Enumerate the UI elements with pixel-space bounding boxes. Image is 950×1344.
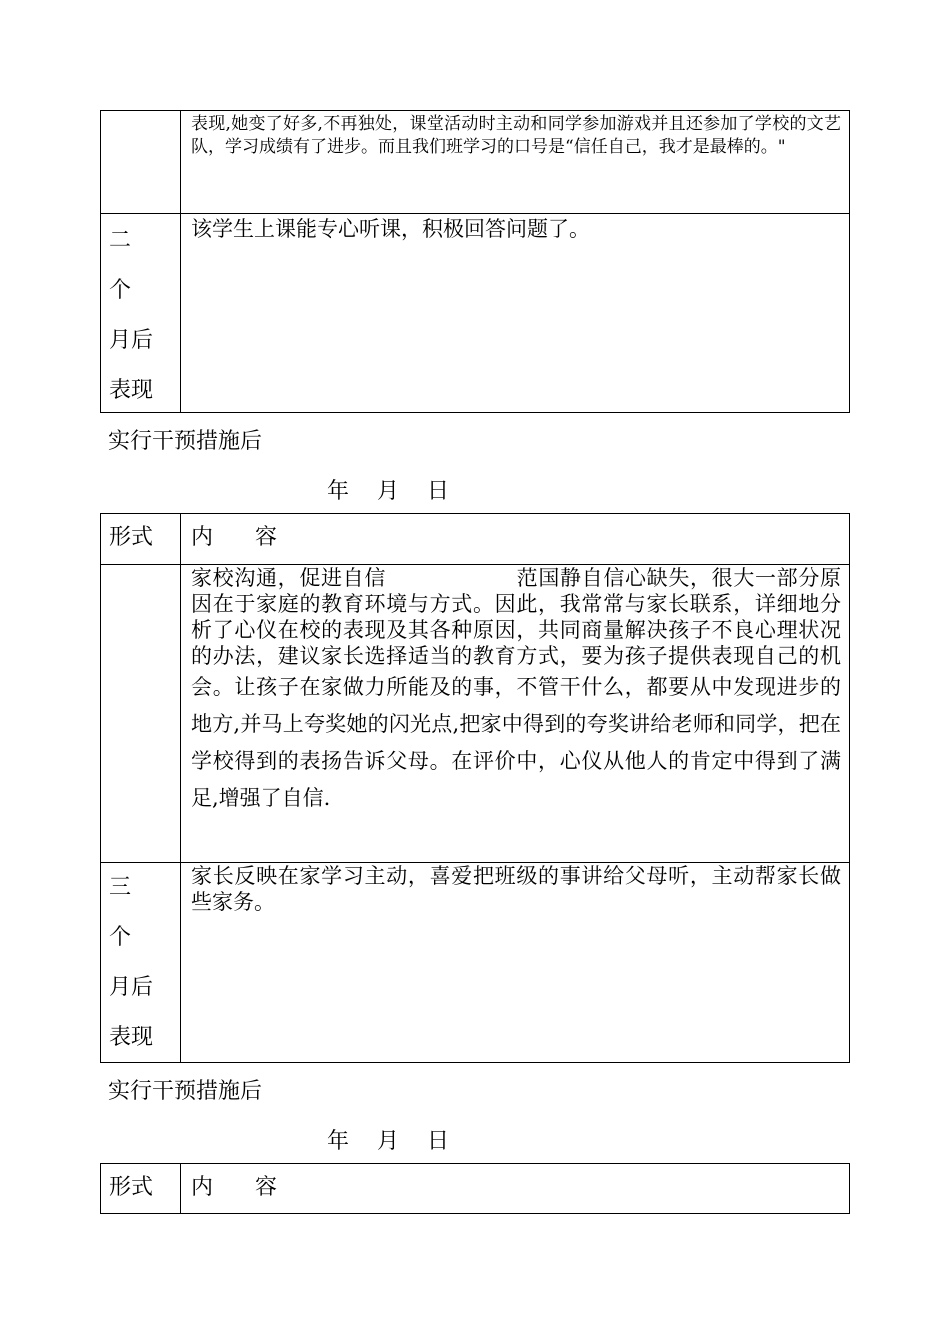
table-2 (100, 513, 850, 1063)
row-label-line: 表现 (109, 1025, 154, 1050)
table-header-row (101, 514, 849, 564)
table-row (101, 564, 849, 862)
row-label-line: 二个 (109, 228, 146, 303)
content-body: 范国静自信心缺失，很大一部分原因在于家庭的教育环境与方式。因此，我常常与家长联系，详细地分析了心仪在校的表现及其各种原因，共同商量解决孩子不良心理状况的办法，建议家长选择适当的教育方式，要为孩子提供表现自己的机会。 (191, 566, 841, 699)
row-content-cell (181, 565, 849, 862)
table-row (101, 111, 849, 213)
row-label-cell (101, 111, 181, 213)
header-content-label: 内 容 (191, 525, 277, 550)
table-3 (100, 1163, 850, 1214)
header-cell-content (181, 514, 849, 564)
row-label-line: 月后 (109, 975, 154, 1000)
row-label-cell (101, 863, 181, 1062)
row-label-line: 月后 (109, 328, 154, 353)
section-title: 实行干预措施后 (108, 1079, 263, 1104)
row-content-text: 家长反映在家学习主动，喜爱把班级的事讲给父母听，主动帮家长做些家务。 (191, 864, 841, 914)
date-line: 年 月 日 (327, 1129, 449, 1154)
row-content-cell (181, 863, 849, 1062)
content-body-2: 让孩子在家做力所能及的事，不管干什么，都要从中发现进步的地方,并马上夸奖她的闪光点,把家中得到的夸奖讲给老师和同学，把在学校得到的表扬告诉父母。在评价中，心仪从他人的肯定中得到了满足,增强了自信. (191, 675, 842, 810)
row-content-text: 该学生上课能专心听课，积极回答问题了。 (191, 217, 590, 241)
header-content-label: 内 容 (191, 1175, 277, 1200)
table-row (101, 213, 849, 412)
row-label-line: 表现 (109, 378, 154, 403)
section-title: 实行干预措施后 (108, 429, 263, 454)
row-label-line: 三个 (109, 875, 146, 950)
header-cell-form: 形式 (101, 1164, 181, 1213)
row-content-cell (181, 214, 849, 412)
table-row (101, 862, 849, 1062)
row-content-text (191, 565, 841, 817)
row-content-cell (181, 111, 849, 213)
content-heading: 家校沟通，促进自信 (191, 566, 386, 590)
date-line: 年 月 日 (327, 479, 449, 504)
table-1 (100, 110, 850, 413)
row-label-cell (101, 214, 181, 412)
table-header-row (101, 1164, 849, 1213)
row-label-cell (101, 565, 181, 862)
header-cell-content (181, 1164, 849, 1213)
row-content-text: 表现,她变了好多,不再独处，课堂活动时主动和同学参加游戏并且还参加了学校的文艺队，学习成绩有了进步。而且我们班学习的口号是“信任自己，我才是最棒的。" (191, 114, 841, 157)
header-cell-form: 形式 (101, 514, 181, 564)
